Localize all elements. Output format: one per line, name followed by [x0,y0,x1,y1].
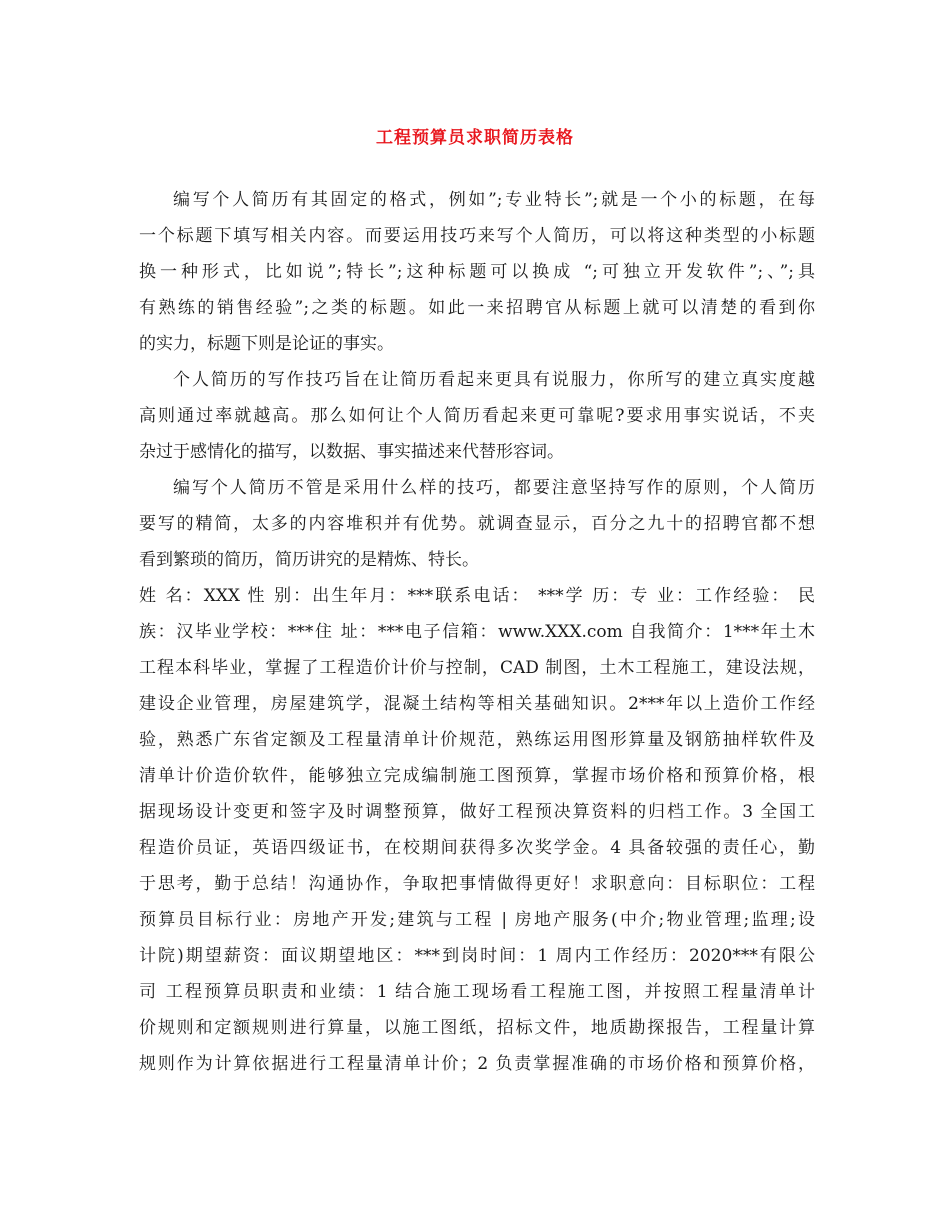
text-line: 于思考，勤于总结！沟通协作，争取把事情做得更好！求职意向：目标职位：工程 [139,874,815,894]
text-line: 编写个人简历不管是采用什么样的技巧，都要注意坚持写作的原则，个人简历 [173,478,815,498]
text-line: 编写个人简历有其固定的格式，例如”;专业特长”;就是一个小的标题，在每 [173,190,815,210]
text-line: 的实力，标题下则是论证的事实。 [139,334,394,354]
text-line: 高则通过率就越高。那么如何让个人简历看起来更可靠呢?要求用事实说话，不夹 [139,406,815,426]
text-line: 要写的精简，太多的内容堆积并有优势。就调查显示，百分之九十的招聘官都不想 [139,514,815,534]
text-line: 一个标题下填写相关内容。而要运用技巧来写个人简历，可以将这种类型的小标题 [139,226,815,246]
text-line: 建设企业管理，房屋建筑学，混凝土结构等相关基础知识。2***年以上造价工作经 [139,694,815,714]
text-line: 验，熟悉广东省定额及工程量清单计价规范，熟练运用图形算量及钢筋抽样软件及 [139,730,815,750]
text-line: 看到繁琐的简历，简历讲究的是精炼、特长。 [139,550,479,570]
text-line: 杂过于感情化的描写，以数据、事实描述来代替形容词。 [139,442,564,462]
document-title: 工程预算员求职简历表格 [376,128,574,148]
text-line: 清单计价造价软件，能够独立完成编制施工图预算，掌握市场价格和预算价格，根 [139,766,815,786]
text-line: 姓 名：XXX 性 别：出生年月：***联系电话： ***学 历：专 业：工作经验： 民 [139,586,815,606]
text-line: 规则作为计算依据进行工程量清单计价；2 负责掌握准确的市场价格和预算价格， [139,1054,815,1074]
text-line: 换一种形式，比如说”;特长”;这种标题可以换成 “;可独立开发软件”;、”;具 [139,262,815,282]
text-line: 司 工程预算员职责和业绩：1 结合施工现场看工程施工图，并按照工程量清单计 [139,982,815,1002]
text-line: 价规则和定额规则进行算量，以施工图纸，招标文件，地质勘探报告，工程量计算 [139,1018,815,1038]
text-line: 据现场设计变更和签字及时调整预算，做好工程预决算资料的归档工作。3 全国工 [139,802,815,822]
text-line: 计院)期望薪资：面议期望地区：***到岗时间：1 周内工作经历：2020***有限公 [139,946,815,966]
text-line: 预算员目标行业：房地产开发;建筑与工程 | 房地产服务(中介;物业管理;监理;设 [139,910,815,930]
text-line: 程造价员证，英语四级证书，在校期间获得多次奖学金。4 具备较强的责任心，勤 [139,838,815,858]
text-line: 族：汉毕业学校：***住 址：***电子信箱：www.XXX.com 自我简介：1***年土木 [139,622,815,642]
text-line: 工程本科毕业，掌握了工程造价计价与控制，CAD 制图，土木工程施工，建设法规， [139,658,815,678]
text-line: 有熟练的销售经验”;之类的标题。如此一来招聘官从标题上就可以清楚的看到你 [139,298,815,318]
text-line: 个人简历的写作技巧旨在让简历看起来更具有说服力，你所写的建立真实度越 [173,370,815,390]
document-body [139,182,815,1082]
